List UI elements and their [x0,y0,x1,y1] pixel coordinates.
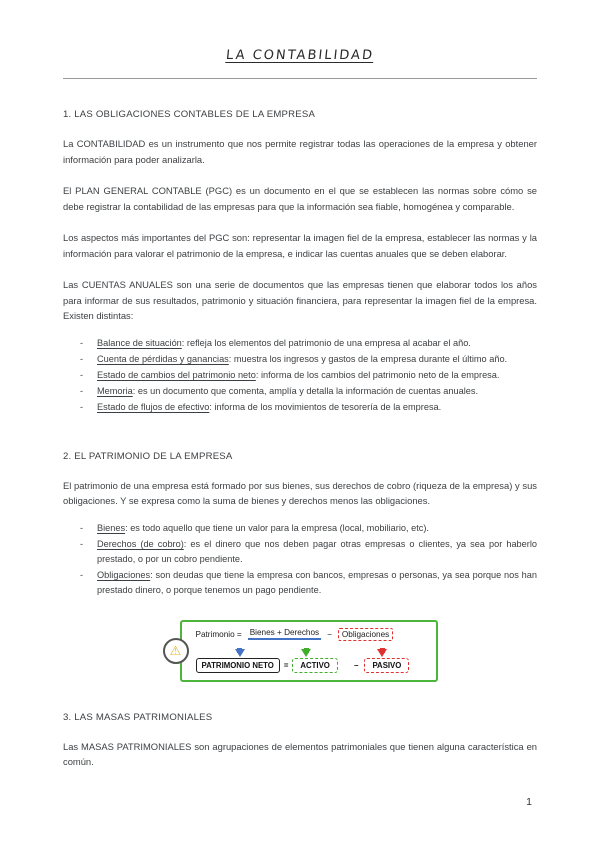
bullet-rest: : refleja los elementos del patrimonio de una empresa al acabar el año. [181,337,471,348]
bullet-dash: - [80,569,84,580]
bullet-rest: : es el dinero que nos deben pagar otras empresas o clientes, ya sea por haberlo prestado, o por un cobro pendiente. [97,538,537,564]
bullet-rest: : informa de los movimientos de tesorería de la empresa. [209,401,442,412]
activo-box: ACTIVO [292,658,337,673]
bullet-term: Estado de cambios del patrimonio neto [97,369,256,380]
bullet-text [97,521,537,536]
bullet-rest: : son deudas que tiene la empresa con bancos, empresas o personas, ya sea porque nos han prestado dinero, o porque tenemos un pago pendiente. [97,569,537,595]
list-item [80,336,537,351]
bullet-dash: - [80,401,84,412]
paragraph: Los aspectos más importantes del PGC son: representar la imagen fiel de la empresa, establecer las normas y la información para valorar el patrimonio de la empresa, e indicar las cuentas anuales que se deben elaborar. [63,232,537,259]
bullet-text [97,336,537,351]
bullet-dash: - [80,337,84,348]
page-title: LA CONTABILIDAD [225,48,375,63]
list-item [80,537,537,567]
bullet-term: Estado de flujos de efectivo [97,401,210,412]
warning-icon: ⚠ [163,638,189,664]
pasivo-box: PASIVO [364,658,409,673]
paragraph: Las CUENTAS ANUALES son una serie de documentos que las empresas tienen que elaborar todos los años para informar de sus resultados, patrimonio y situación financiera, para representar la imagen fiel de la empresa. Existen distintas: [63,279,537,321]
bullet-term: Cuenta de pérdidas y ganancias [97,353,229,364]
list-item [80,384,537,399]
patrimonio-diagram [63,620,537,682]
list-item [80,368,537,383]
diagram-arrows [196,644,426,658]
bullet-term: Balance de situación [97,337,182,348]
bullet-term: Memoria [97,385,133,396]
bullet-text [97,384,537,399]
bullet-dash: - [80,522,84,533]
paragraph: Las MASAS PATRIMONIALES son agrupaciones de elementos patrimoniales que tienen alguna característica en común. [63,740,537,767]
bullet-text [97,400,537,415]
patrimonio-list [63,521,537,598]
bullet-dash: - [80,369,84,380]
diagram-result-row [196,658,426,673]
paragraph: La CONTABILIDAD es un instrumento que nos permite registrar todas las operaciones de la empresa y obtener información para poder analizarla. [63,138,537,165]
page-number: 1 [526,796,532,808]
patrimonio-label: Patrimonio = [195,629,242,639]
list-item [80,521,537,536]
section-heading-2: 2. EL PATRIMONIO DE LA EMPRESA [63,450,233,462]
paragraph: El PLAN GENERAL CONTABLE (PGC) es un documento en el que se establecen las normas sobre cómo se debe registrar la contabilidad de las empresas para que la información sea fiable, homogénea y comparable. [63,185,537,212]
bullet-text [97,568,537,598]
bullet-term: Obligaciones [97,569,151,580]
arrow-down-pasivo-icon [377,649,387,657]
arrow-down-activo-icon [301,649,311,657]
list-item [80,568,537,598]
diagram-formula-row [196,628,426,641]
list-item [80,352,537,367]
section-heading-1: 1. LAS OBLIGACIONES CONTABLES DE LA EMPRESA [63,109,316,120]
bullet-rest: : informa de los cambios del patrimonio neto de la empresa. [255,369,500,380]
bullet-term: Derechos (de cobro) [97,538,184,549]
bullet-rest: : muestra los ingresos y gastos de la empresa durante el último año. [228,353,508,364]
bullet-dash: - [80,353,84,364]
title-divider [63,78,537,79]
cuentas-anuales-list [63,336,537,415]
patrimonio-neto-box: PATRIMONIO NETO [196,658,280,673]
minus-sign: − [353,660,359,670]
diagram-box [180,620,438,682]
bullet-text [97,537,537,567]
bullet-dash: - [80,538,84,549]
bienes-derechos-label: Bienes + Derechos [248,628,321,640]
arrow-down-patrimonio-icon [235,649,245,657]
bullet-rest: : es un documento que comenta, amplía y detalla la información de cuentas anuales. [132,385,479,396]
equals-sign: = [283,660,289,670]
paragraph: El patrimonio de una empresa está formado por sus bienes, sus derechos de cobro (riqueza de la empresa) y sus obligaciones. Y se expresa como la suma de bienes y derechos menos las obligaciones. [63,479,537,506]
list-item [80,400,537,415]
section-heading-3: 3. LAS MASAS PATRIMONIALES [63,711,213,723]
bullet-term: Bienes [97,522,126,533]
minus-sign: − [327,629,332,639]
bullet-text [97,368,537,383]
obligaciones-label: Obligaciones [338,628,393,641]
bullet-text [97,352,537,367]
bullet-dash: - [80,385,84,396]
bullet-rest: : es todo aquello que tiene un valor para la empresa (local, mobiliario, etc). [125,522,429,533]
